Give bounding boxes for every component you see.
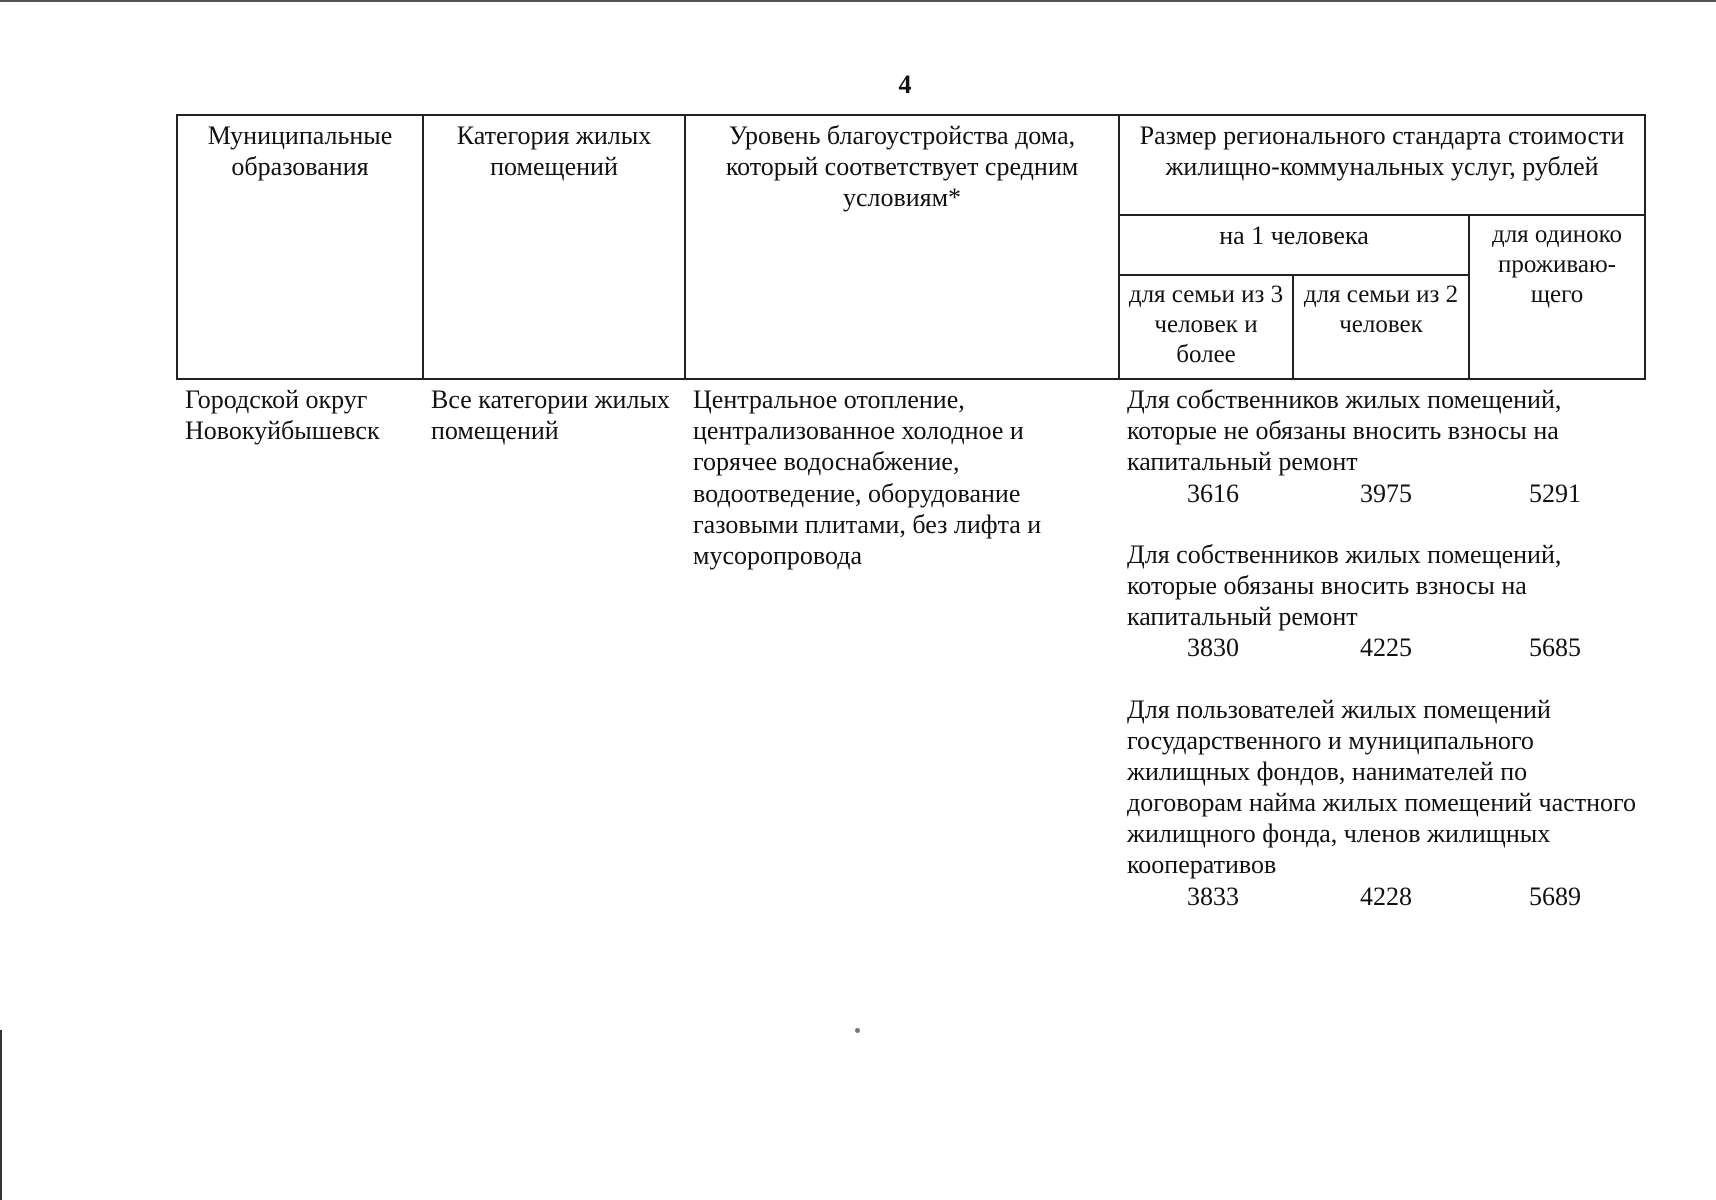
scan-left-edge xyxy=(0,1030,2,1200)
cell-level: Центральное отопление, централизованное холодное и горячее водоснабжение, водоотведение, оборудование газовыми плитами, без лифта и мусоропровода xyxy=(693,385,1042,570)
page-number: 4 xyxy=(898,70,912,99)
group-no-capital-repair xyxy=(1127,384,1637,509)
cell-category: Все категории жилых помещений xyxy=(431,385,670,446)
header-standard-size: Размер регионального стандарта стоимости жилищно-коммунальных услуг, рублей xyxy=(1119,115,1645,215)
header-per-person: на 1 человека xyxy=(1119,215,1469,275)
header-family-3: для семьи из 3 человек и более xyxy=(1119,275,1293,379)
group-title: Для собственников жилых помещений, которые не обязаны вносить взносы на капитальный ремонт xyxy=(1127,385,1562,477)
value-family-3: 3616 xyxy=(1187,478,1239,508)
value-family-2: 3975 xyxy=(1360,478,1412,508)
tariff-table xyxy=(176,114,1646,946)
group-title: Для пользователей жилых помещений государственного и муниципального жилищных фондов, нанимателей по договорам найма жилых помещений частного жилищного фонда, членов жилищных кооперативов xyxy=(1127,694,1637,880)
value-single: 5291 xyxy=(1529,478,1581,508)
header-level: Уровень благоустройства дома, который соответствует средним условиям* xyxy=(685,115,1119,379)
value-single: 5685 xyxy=(1529,633,1581,663)
value-family-3: 3830 xyxy=(1187,633,1239,663)
header-family-2: для семьи из 2 человек xyxy=(1293,275,1469,379)
value-family-2: 4225 xyxy=(1360,633,1412,663)
group-state-housing-users xyxy=(1127,694,1637,912)
header-single-resident: для одиноко проживаю-щего xyxy=(1469,215,1645,379)
cell-standards xyxy=(1119,379,1645,946)
group-capital-repair xyxy=(1127,539,1637,664)
scan-top-edge xyxy=(0,0,1716,2)
header-category: Категория жилых помещений xyxy=(423,115,685,379)
cell-municipality: Городской округ Новокуйбышевск xyxy=(185,385,380,446)
value-single: 5689 xyxy=(1529,881,1581,911)
value-family-3: 3833 xyxy=(1187,881,1239,911)
header-municipalities: Муниципальные образования xyxy=(177,115,423,379)
scan-speck xyxy=(855,1028,860,1033)
value-family-2: 4228 xyxy=(1360,881,1412,911)
table-row xyxy=(177,379,1645,946)
group-title: Для собственников жилых помещений, которые обязаны вносить взносы на капитальный ремонт xyxy=(1127,539,1562,632)
